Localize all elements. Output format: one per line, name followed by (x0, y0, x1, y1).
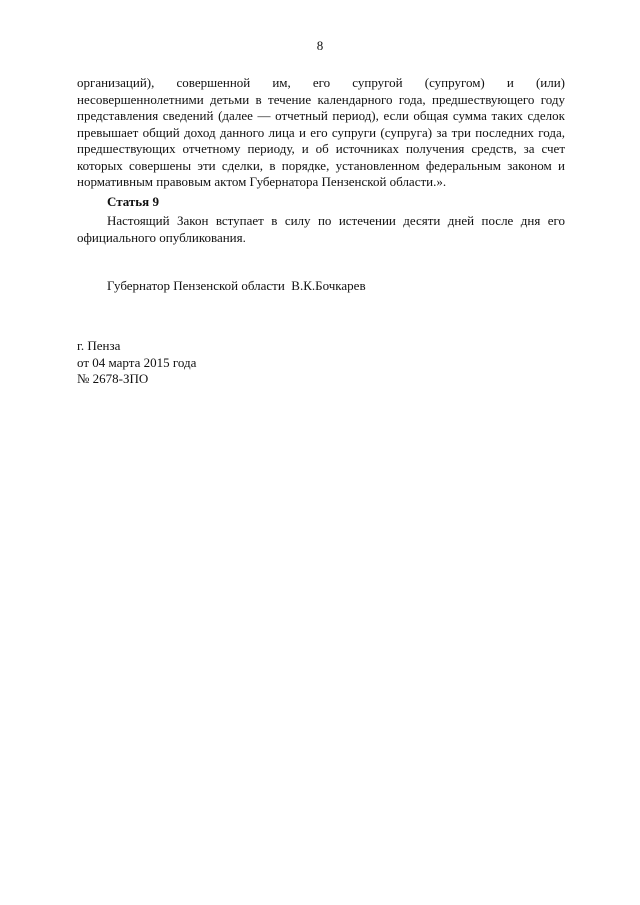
continued-paragraph (77, 75, 565, 191)
law-number-line: № 2678-ЗПО (77, 371, 149, 386)
place-and-date-block (77, 338, 196, 388)
continued-paragraph-body: несовершеннолетними детьми в течение календарного года, предшествующего году представления сведений (далее — отчетный период), если общая сумма таких сделок превышает общий доход данного лица и его супруги (супруга) за три последних года, предшествующих отчетному периоду, и об источниках получения средств, за счет которых совершены эти сделки, в порядке, установленном федеральным законом и нормативным правовым актом Губернатора Пензенской области.». (77, 91, 565, 189)
governor-signature-line: Губернатор Пензенской области В.К.Бочкарев (107, 278, 366, 293)
page-number: 8 (316, 38, 324, 53)
date-line: от 04 марта 2015 года (77, 354, 197, 370)
continued-paragraph-first-line: организаций), совершенной им, его супругой (супругом) и (или) (77, 75, 565, 90)
city-line: г. Пенза (77, 338, 121, 353)
article-paragraph: Настоящий Закон вступает в силу по истечении десяти дней после дня его официального опубликования. (77, 213, 565, 245)
article-heading: Статья 9 (107, 194, 159, 209)
